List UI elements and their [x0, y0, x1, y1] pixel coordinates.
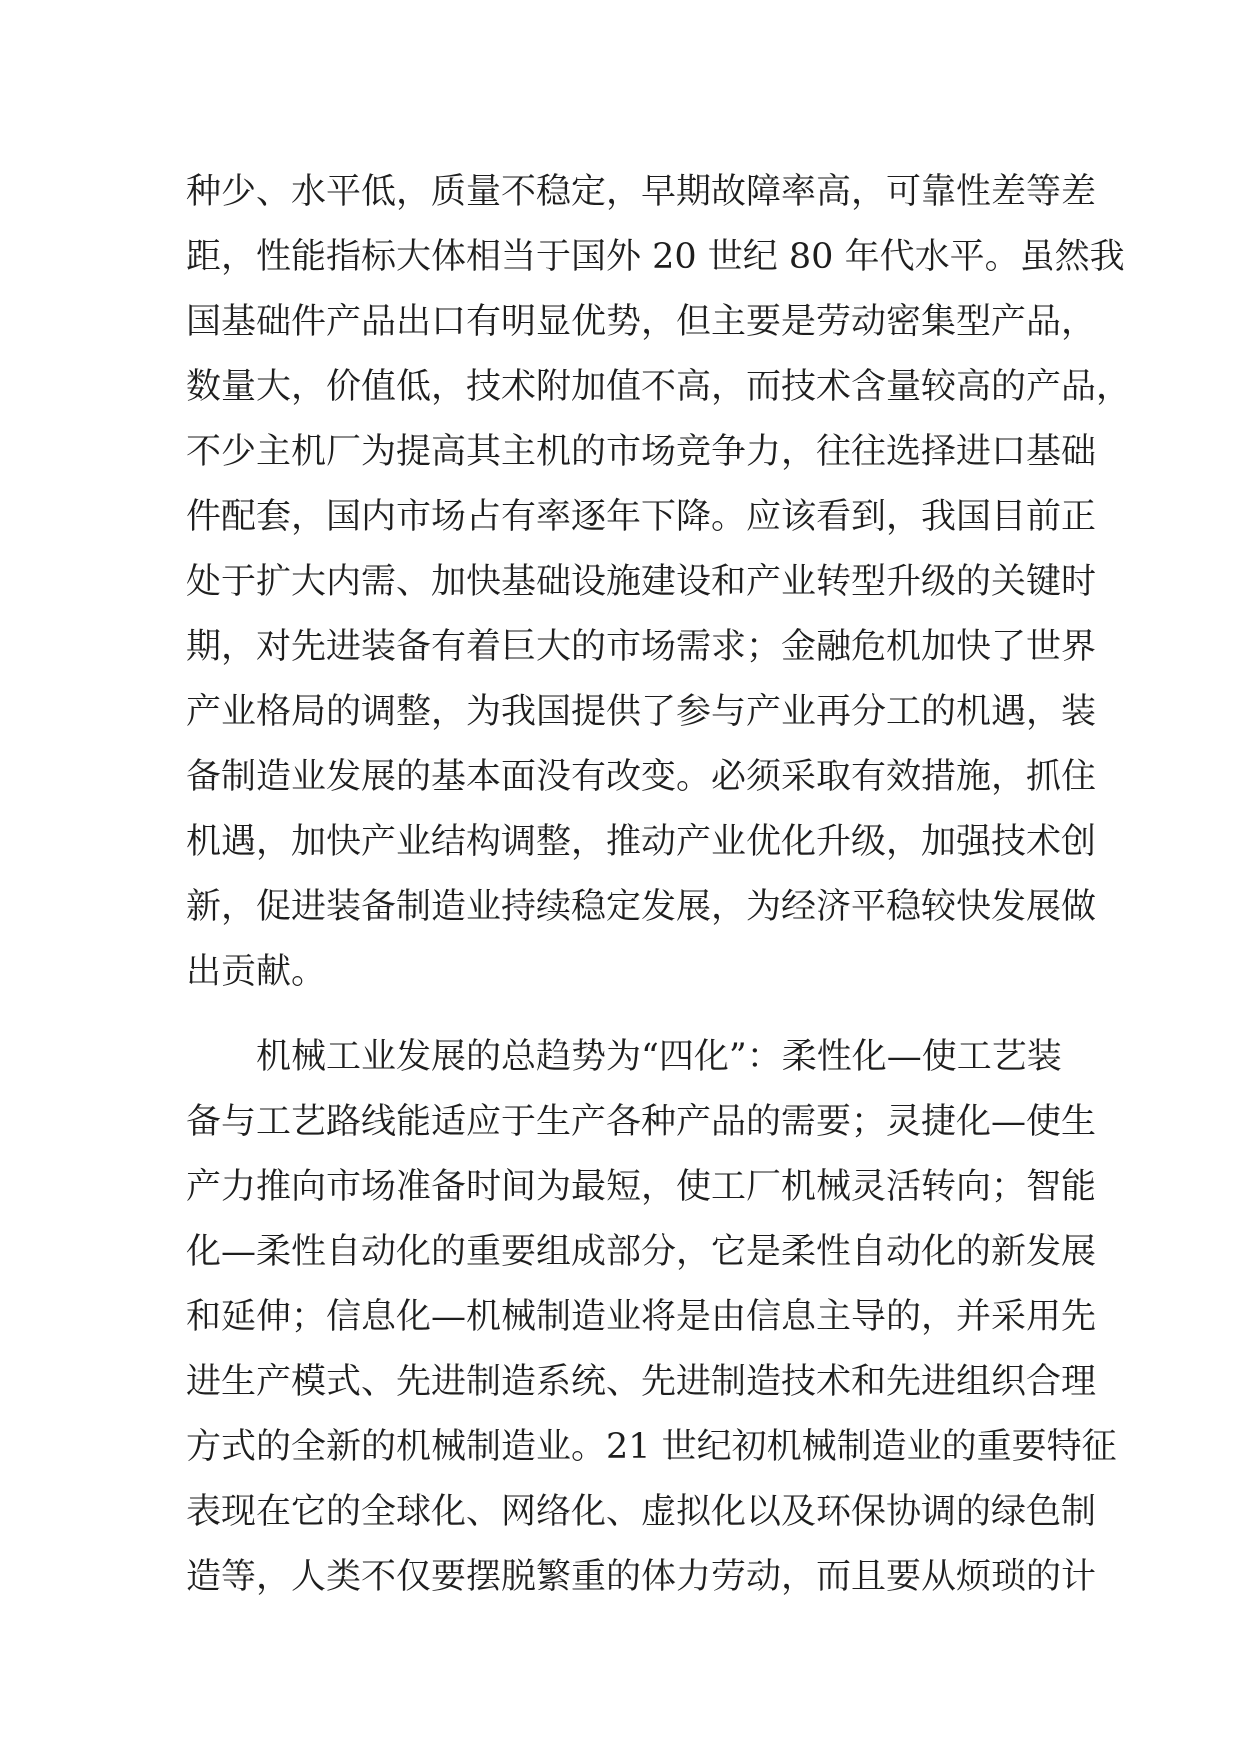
text-line: 和延伸；信息化—机械制造业将是由信息主导的，并采用先 [186, 1297, 1097, 1337]
text-line: 距，性能指标大体相当于国外 20 世纪 80 年代水平。虽然我 [186, 237, 1125, 277]
text-line: 新，促进装备制造业持续稳定发展，为经济平稳较快发展做 [186, 887, 1097, 927]
text-line: 数量大，价值低，技术附加值不高，而技术含量较高的产品， [186, 367, 1132, 407]
text-line: 出贡献。 [186, 952, 327, 992]
text-line: 造等，人类不仅要摆脱繁重的体力劳动，而且要从烦琐的计 [186, 1557, 1097, 1597]
paragraph-1 [186, 160, 1132, 1005]
text-line: 机遇，加快产业结构调整，推动产业优化升级，加强技术创 [186, 822, 1097, 862]
text-line: 期，对先进装备有着巨大的市场需求；金融危机加快了世界 [186, 627, 1097, 667]
text-line: 种少、水平低，质量不稳定，早期故障率高，可靠性差等差 [186, 172, 1097, 212]
text-line: 不少主机厂为提高其主机的市场竞争力，往往选择进口基础 [186, 432, 1097, 472]
paragraph-2 [186, 1025, 1117, 1610]
text-line: 机械工业发展的总趋势为“四化”：柔性化—使工艺装 [256, 1037, 1062, 1077]
text-line: 国基础件产品出口有明显优势，但主要是劳动密集型产品， [186, 302, 1097, 342]
text-line: 方式的全新的机械制造业。21 世纪初机械制造业的重要特征 [186, 1427, 1117, 1467]
text-line: 产力推向市场准备时间为最短，使工厂机械灵活转向；智能 [186, 1167, 1097, 1207]
text-line: 备制造业发展的基本面没有改变。必须采取有效措施，抓住 [186, 757, 1097, 797]
text-line: 表现在它的全球化、网络化、虚拟化以及环保协调的绿色制 [186, 1492, 1097, 1532]
text-line: 处于扩大内需、加快基础设施建设和产业转型升级的关键时 [186, 562, 1097, 602]
text-line: 化—柔性自动化的重要组成部分，它是柔性自动化的新发展 [186, 1232, 1097, 1272]
text-line: 产业格局的调整，为我国提供了参与产业再分工的机遇，装 [186, 692, 1097, 732]
text-line: 进生产模式、先进制造系统、先进制造技术和先进组织合理 [186, 1362, 1097, 1402]
text-line: 件配套，国内市场占有率逐年下降。应该看到，我国目前正 [186, 497, 1097, 537]
text-line: 备与工艺路线能适应于生产各种产品的需要；灵捷化—使生 [186, 1102, 1097, 1142]
